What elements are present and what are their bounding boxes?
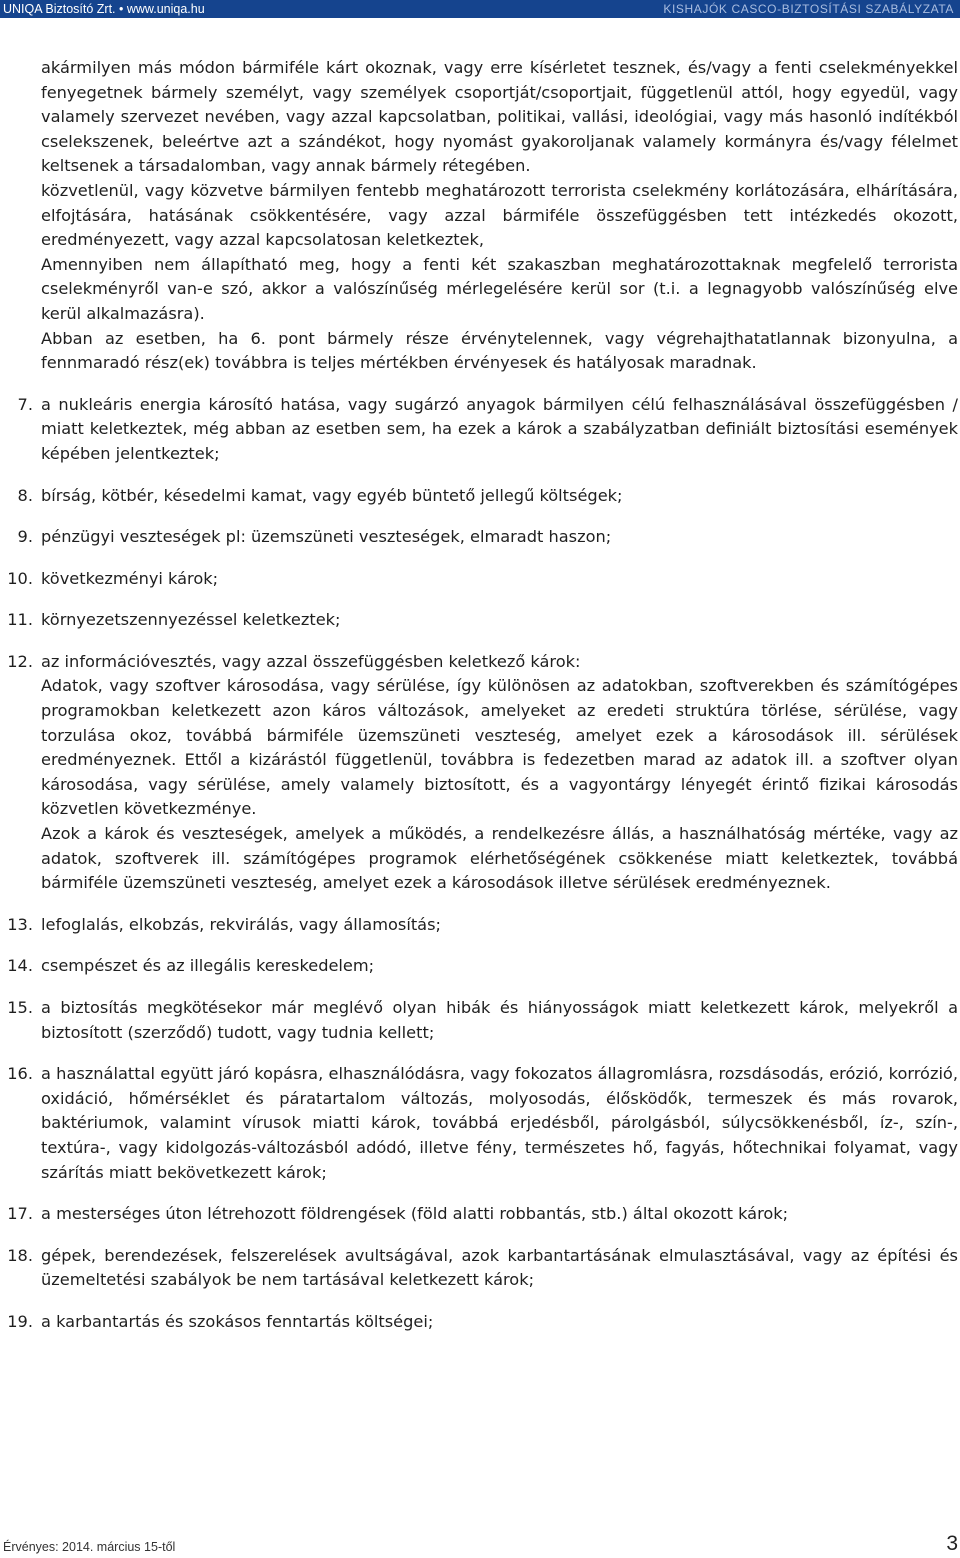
intro-paragraph: közvetlenül, vagy közvetve bármilyen fentebb meghatározott terrorista cselekmény korlátozására, elhárítására, elfojtására, hatásának csökkentésére, vagy azzal bármiféle összefüggésben tett intézkedés okozott, eredményezett, vagy azzal kapcsolatosan keletkeztek, bbox=[41, 180, 958, 250]
list-item bbox=[7, 996, 958, 1045]
list-item bbox=[7, 567, 958, 592]
item-text: környezetszennyezéssel keletkeztek; bbox=[41, 610, 341, 630]
list-item bbox=[7, 1062, 958, 1185]
item-number: 9. bbox=[17, 527, 33, 547]
item-text: a nukleáris energia károsító hatása, vagy sugárzó anyagok bármilyen célú felhasználásával összefüggésben / miatt keletkeztek, még abban az esetben sem, ha ezek a károk a szabályzatban definiált biztosítási események képében jelentkeztek; bbox=[41, 394, 958, 463]
item-number: 10. bbox=[7, 568, 33, 588]
page-header bbox=[0, 0, 960, 18]
item-number: 13. bbox=[7, 914, 33, 934]
item-text: az információvesztés, vagy azzal összefüggésben keletkező károk: bbox=[41, 651, 581, 671]
list-item bbox=[7, 650, 958, 896]
item-text: bírság, kötbér, késedelmi kamat, vagy egyéb büntető jellegű költségek; bbox=[41, 485, 623, 505]
item-number: 7. bbox=[17, 394, 33, 414]
item-number: 8. bbox=[17, 485, 33, 505]
item-text: Azok a károk és veszteségek, amelyek a működés, a rendelkezésre állás, a használhatóság mértéke, vagy az adatok, szoftverek ill. számítógépes programok elérhetőségének csökkenése miatt keletkeztek, továbbá bármiféle üzemszüneti veszteség, amelyet ezek a károsodások illetve sérülések eredményeznek. bbox=[41, 824, 958, 893]
item-text: a karbantartás és szokásos fenntartás költségei; bbox=[41, 1311, 434, 1331]
item-text: a biztosítás megkötésekor már meglévő olyan hibák és hiányosságok miatt keletkezett károk, melyekről a biztosított (szerződő) tudott, vagy tudnia kellett; bbox=[41, 998, 958, 1042]
intro-paragraph: Amennyiben nem állapítható meg, hogy a fenti két szakaszban meghatározottaknak megfelelő terrorista cselekményről van-e szó, akkor a valószínűség mérlegelésére kerül sor (t.i. a legnagyobb valószínűség elve kerül alkalmazásra). bbox=[41, 254, 958, 323]
header-document-title: KISHAJÓK CASCO-BIZTOSÍTÁSI SZABÁLYZATA bbox=[663, 2, 954, 16]
item-number: 11. bbox=[7, 610, 33, 630]
intro-section bbox=[41, 56, 958, 376]
page-number: 3 bbox=[946, 1532, 958, 1555]
item-text: gépek, berendezések, felszerelések avultságával, azok karbantartásának elmulasztásával, vagy az építési és üzemeltetési szabályok be nem tartásával keletkezett károk; bbox=[41, 1245, 958, 1290]
item-number: 14. bbox=[7, 956, 33, 976]
document-body bbox=[7, 56, 958, 1352]
page-footer bbox=[3, 1534, 958, 1556]
list-item bbox=[7, 608, 958, 633]
item-number: 12. bbox=[7, 651, 33, 671]
item-text: következményi károk; bbox=[41, 568, 219, 588]
item-text: pénzügyi veszteségek pl: üzemszüneti veszteségek, elmaradt haszon; bbox=[41, 527, 612, 547]
list-item bbox=[7, 1310, 958, 1335]
header-publisher: UNIQA Biztosító Zrt. • www.uniqa.hu bbox=[3, 2, 205, 16]
validity-date: Érvényes: 2014. március 15-től bbox=[3, 1540, 176, 1554]
intro-paragraph: Abban az esetben, ha 6. pont bármely része érvénytelennek, vagy végrehajthatatlannak bizonyulna, a fennmaradó rész(ek) továbbra is teljes mértékben érvényesek és hatályosak maradnak. bbox=[41, 328, 958, 373]
list-item bbox=[7, 913, 958, 938]
list-item bbox=[7, 1244, 958, 1293]
list-item bbox=[17, 484, 958, 509]
item-text: Adatok, vagy szoftver károsodása, vagy sérülése, így különösen az adatokban, szoftverekben és számítógépes programokban keletkezett azon káros változások, amelyeket az eredeti struktúra törlése, sérülése, vagy torzulása okoz, továbbá bármiféle üzemszüneti veszteség, amelyet ezek a károsodások ill. sérülések eredményeznek. Ettől a kizárástól függetlenül, továbbra is fedezetben marad az adatok ill. a szoftver olyan károsodása, vagy sérülése, amely valamely biztosított, és a vagyontárgy lényegét érintő fizikai károsodás közvetlen következménye. bbox=[41, 676, 958, 819]
item-number: 16. bbox=[7, 1064, 33, 1084]
intro-paragraph: akármilyen más módon bármiféle kárt okoznak, vagy erre kísérletet tesznek, és/vagy a fenti cselekményekkel fenyegetnek bármely személyt, vagy személyek csoportját/csoportjait, függetlenül attól, hogy egyedül, vagy valamely szervezet nevében, vagy azzal kapcsolatban, politikai, vallási, ideológiai, vagy más hasonló indítékból cselekszenek, beleértve azt a szándékot, hogy nyomást gyakoroljanak valamely kormányra és/vagy félelmet keltsenek a társadalomban, vagy annak bármely rétegében. bbox=[41, 58, 958, 176]
item-text: lefoglalás, elkobzás, rekvirálás, vagy államosítás; bbox=[41, 914, 441, 934]
list-item bbox=[17, 525, 958, 550]
item-number: 15. bbox=[7, 998, 33, 1017]
item-text: csempészet és az illegális kereskedelem; bbox=[41, 956, 375, 976]
item-text: a használattal együtt járó kopásra, elhasználódásra, vagy fokozatos állagromlásra, rozsdásodás, erózió, korrózió, oxidáció, hőmérséklet és páratartalom változás, molyosodás, élősködők, termeszek és más rovarok, baktériumok, valamint vírusok miatti károk, továbbá erjedésből, párolgásból, súlycsökkenésből, íz-, szín-, textúra-, vagy kidolgozás-változásból adódó, illetve fény, természetes hő, fagyás, hőtechnikai folyamat, vagy szárítás miatt bekövetkezett károk; bbox=[41, 1064, 958, 1182]
list-item bbox=[7, 1202, 958, 1227]
item-text: a mesterséges úton létrehozott földrengések (föld alatti robbantás, stb.) által okozott károk; bbox=[41, 1204, 789, 1224]
list-item bbox=[17, 393, 958, 467]
item-number: 19. bbox=[7, 1311, 33, 1331]
item-number: 18. bbox=[7, 1245, 33, 1265]
item-number: 17. bbox=[7, 1204, 33, 1224]
list-item bbox=[7, 954, 958, 979]
